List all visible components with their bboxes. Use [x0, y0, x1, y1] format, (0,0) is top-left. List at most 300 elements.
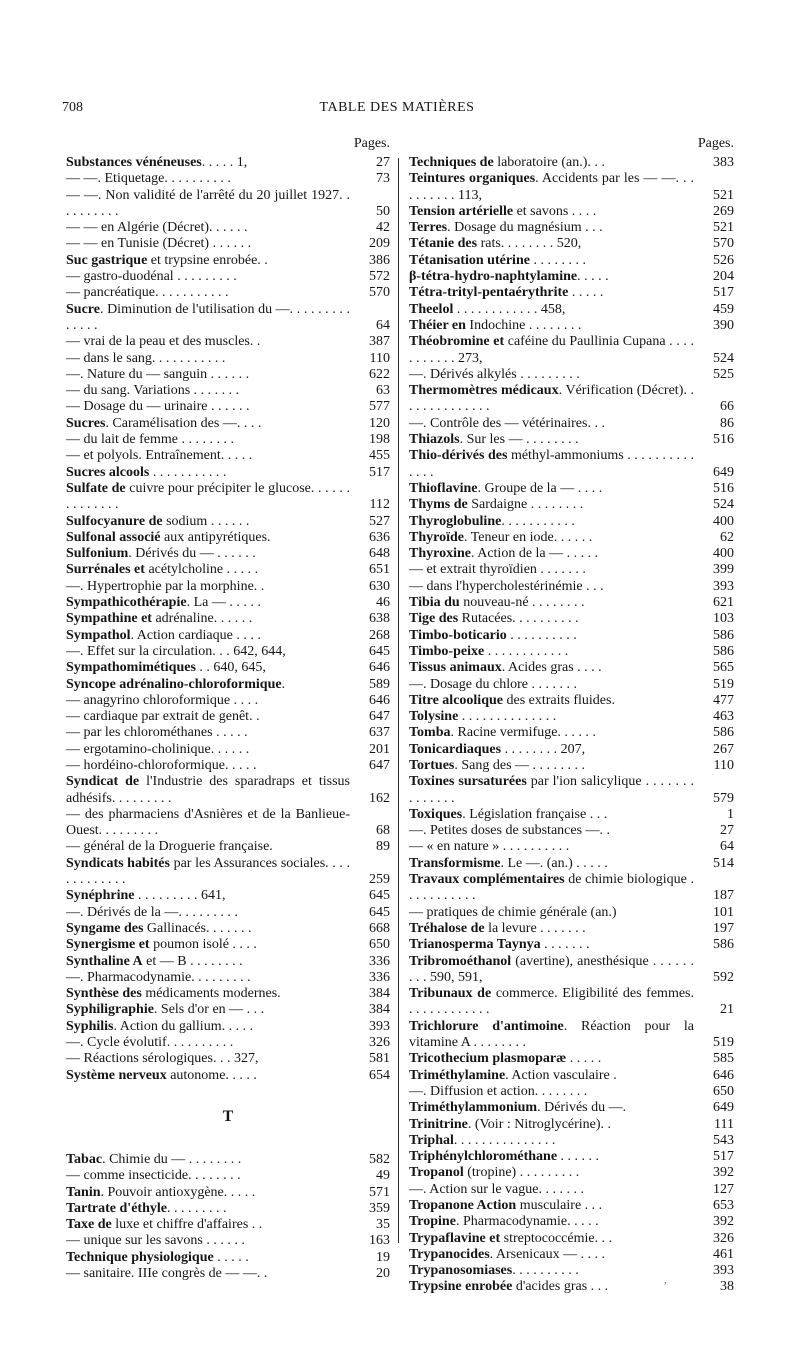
index-entry: [409, 1133, 734, 1149]
entry-text: Tribunaux de commerce. Eligibilité des femmes. . . . . . . . . . . . .: [409, 986, 694, 1018]
entry-page: 268: [369, 627, 390, 643]
entry-text: Tonicardiaques . . . . . . . . 207,: [409, 741, 586, 757]
index-entry: [409, 1084, 734, 1100]
index-entry: [409, 530, 734, 546]
entry-text: Trypanocides. Arsenicaux — . . . .: [409, 1246, 606, 1262]
entry-page: 35: [376, 1217, 390, 1233]
entry-text: Thio-dérivés des méthyl-ammoniums . . . . . . . . . . . . . .: [409, 448, 695, 480]
entry-page: 163: [369, 1233, 390, 1249]
entry-page: 27: [720, 823, 734, 839]
index-entry: [409, 546, 734, 562]
entry-text: Tricothecium plasmoparæ . . . . .: [409, 1051, 602, 1067]
entry-page: 647: [369, 709, 390, 725]
entry-text: Theelol . . . . . . . . . . . . 458,: [409, 301, 566, 317]
entry-page: 209: [369, 236, 390, 252]
entry-page: 112: [369, 497, 390, 513]
index-entry: [66, 986, 390, 1002]
entry-page: 517: [713, 285, 734, 301]
entry-page: 20: [376, 1266, 390, 1281]
index-entry: [66, 628, 390, 644]
index-entry: [66, 774, 390, 807]
entry-page: 650: [369, 937, 390, 953]
entry-page: 68: [376, 823, 390, 839]
index-entry: [409, 823, 734, 839]
entry-page: 267: [713, 741, 734, 757]
entry-page: 654: [369, 1067, 390, 1083]
entry-page: 525: [713, 366, 734, 382]
entry-page: 521: [713, 220, 734, 236]
index-entry: [409, 367, 734, 383]
entry-page: 384: [369, 986, 390, 1002]
index-entry: [409, 383, 734, 416]
entry-text: β-tétra-hydro-naphtylamine. . . . .: [409, 269, 609, 285]
entry-page: 49: [376, 1168, 390, 1184]
entry-text: Titre alcoolique des extraits fluides.: [409, 692, 615, 708]
entry-page: 111: [714, 1116, 734, 1132]
entry-text: Sympathine et adrénaline. . . . . .: [66, 611, 253, 627]
index-entry: [66, 155, 390, 171]
entry-page: 524: [713, 497, 734, 513]
index-entry: [66, 693, 390, 709]
entry-text: — général de la Droguerie française.: [66, 839, 273, 855]
entry-text: Teintures organiques. Accidents par les — —. . . . . . . . . . 113,: [409, 171, 694, 203]
entry-text: — pancréatique. . . . . . . . . . .: [66, 285, 229, 301]
entry-text: Tropine. Pharmacodynamie. . . . .: [409, 1214, 599, 1230]
index-entry: [66, 1035, 390, 1051]
entry-text: —. Dérivés alkylés . . . . . . . . .: [409, 366, 580, 382]
index-entry: [409, 416, 734, 432]
index-entry: [66, 1217, 390, 1233]
entry-page: 516: [713, 480, 734, 496]
entry-page: 110: [713, 757, 734, 773]
index-entry: [409, 171, 734, 204]
entry-page: 517: [369, 464, 390, 480]
entry-page: 517: [713, 1149, 734, 1165]
entry-page: 622: [369, 366, 390, 382]
entry-page: 42: [376, 220, 390, 236]
index-entry: [66, 1068, 390, 1084]
index-entry: [409, 155, 734, 171]
entry-text: — — en Tunisie (Décret) . . . . . .: [66, 236, 252, 252]
entry-page: 570: [713, 236, 734, 252]
entry-text: Syphiligraphie. Sels d'or en — . . .: [66, 1002, 265, 1018]
entry-text: — hordéino-chloroformique. . . . .: [66, 757, 257, 773]
index-entry: [66, 839, 390, 855]
entry-text: Synergisme et poumon isolé . . . .: [66, 937, 257, 953]
entry-text: Sulfocyanure de sodium . . . . . .: [66, 513, 250, 529]
entry-text: — —. Etiquetage. . . . . . . . . .: [66, 171, 231, 187]
index-entry: [409, 334, 734, 367]
index-entry: [409, 562, 734, 578]
index-entry: [409, 285, 734, 301]
index-entry: [66, 742, 390, 758]
index-entry: [66, 954, 390, 970]
entry-page: 651: [369, 562, 390, 578]
entry-page: 516: [713, 432, 734, 448]
index-entry: [66, 1185, 390, 1201]
entry-text: Transformisme. Le —. (an.) . . . . .: [409, 855, 608, 871]
index-entry: [409, 954, 734, 987]
entry-page: 63: [376, 383, 390, 399]
entry-page: 645: [369, 888, 390, 904]
entry-page: 162: [369, 790, 390, 806]
entry-page: 455: [369, 448, 390, 464]
entry-text: Thiazols. Sur les — . . . . . . . .: [409, 432, 579, 448]
entry-text: Syngame des Gallinacés. . . . . . .: [66, 920, 252, 936]
entry-page: 621: [713, 595, 734, 611]
entry-text: Thyroglobuline. . . . . . . . . . .: [409, 513, 575, 529]
entry-page: 521: [713, 187, 734, 203]
index-entry: [66, 351, 390, 367]
entry-text: Tropanol (tropine) . . . . . . . . .: [409, 1165, 580, 1181]
entry-text: Sucres. Caramélisation des —. . . .: [66, 415, 262, 431]
entry-text: Triméthylamine. Action vasculaire .: [409, 1067, 617, 1083]
entry-text: —. Cycle évolutif. . . . . . . . . .: [66, 1035, 234, 1051]
index-entry: [409, 1068, 734, 1084]
entry-page: 38: [720, 1279, 734, 1295]
entry-page: 585: [713, 1051, 734, 1067]
index-entry: [66, 448, 390, 464]
entry-page: 390: [713, 317, 734, 333]
entry-text: — par les chlorométhanes . . . . .: [66, 725, 248, 741]
entry-text: Tribromoéthanol (avertine), anesthésique . . . . . . . . . 590, 591,: [409, 953, 694, 985]
entry-text: —. Diffusion et action. . . . . . . .: [409, 1083, 588, 1099]
entry-text: — Dosage du — urinaire . . . . . .: [66, 399, 250, 415]
entry-page: 336: [369, 953, 390, 969]
index-entry: [66, 937, 390, 953]
left-column: [66, 133, 390, 1282]
entry-text: Synthaline A et — B . . . . . . . .: [66, 953, 243, 969]
index-entry: [66, 220, 390, 236]
entry-text: — gastro-duodénal . . . . . . . . .: [66, 269, 237, 285]
entry-page: 127: [713, 1181, 734, 1197]
entry-page: 386: [369, 252, 390, 268]
entry-page: 638: [369, 611, 390, 627]
entry-text: — du sang. Variations . . . . . . .: [66, 383, 240, 399]
entry-text: Théier en Indochine . . . . . . . .: [409, 317, 582, 333]
index-entry: [66, 432, 390, 448]
entry-text: Syndicat de l'Industrie des sparadraps et tissus adhésifs. . . . . . . . .: [66, 774, 351, 806]
entry-text: Toxines sursaturées par l'ion salicylique . . . . . . . . . . . . . .: [409, 774, 694, 806]
entry-page: 571: [369, 1184, 390, 1200]
entry-page: 459: [713, 301, 734, 317]
entry-page: 636: [369, 529, 390, 545]
entry-text: Tréhalose de la levure . . . . . . .: [409, 920, 586, 936]
entry-text: —. Effet sur la circulation. . . 642, 644,: [66, 643, 286, 659]
entry-text: — Réactions sérologiques. . . 327,: [66, 1051, 259, 1067]
entry-text: Trinitrine. (Voir : Nitroglycérine). .: [409, 1116, 612, 1132]
entry-text: Thyroxine. Action de la — . . . . .: [409, 546, 599, 562]
index-entry: [409, 1117, 734, 1133]
index-entry: [66, 807, 390, 840]
entry-text: Théobromine et caféine du Paullinia Cupana . . . . . . . . . . . 273,: [409, 334, 695, 366]
entry-text: — comme insecticide. . . . . . . .: [66, 1168, 241, 1184]
entry-page: 646: [713, 1067, 734, 1083]
index-entry: [66, 758, 390, 774]
column-divider: [398, 158, 399, 1243]
entry-text: — du lait de femme . . . . . . . .: [66, 432, 234, 448]
index-entry: [66, 465, 390, 481]
entry-text: Trypaflavine et streptococcémie. . .: [409, 1230, 613, 1246]
entry-text: Synéphrine . . . . . . . . . 641,: [66, 888, 226, 904]
entry-page: 526: [713, 252, 734, 268]
entry-page: 326: [369, 1035, 390, 1051]
index-entry: [409, 579, 734, 595]
entry-page: 110: [369, 350, 390, 366]
index-entry: [409, 1019, 734, 1052]
index-entry: [409, 220, 734, 236]
index-entry: [66, 1201, 390, 1217]
index-entry: [66, 1266, 390, 1282]
entry-page: 477: [713, 692, 734, 708]
index-entry: [409, 774, 734, 807]
index-entry: [409, 1214, 734, 1230]
entry-text: Taxe de luxe et chiffre d'affaires . .: [66, 1217, 263, 1233]
index-entry: [66, 1233, 390, 1249]
index-entry: [66, 367, 390, 383]
index-entry: [66, 383, 390, 399]
right-column: [409, 133, 734, 1296]
entry-page: 384: [369, 1002, 390, 1018]
entry-text: Timbo-boticario . . . . . . . . . .: [409, 627, 577, 643]
entry-text: Système nerveux autonome. . . . .: [66, 1067, 257, 1083]
entry-page: 527: [369, 513, 390, 529]
entry-text: — cardiaque par extrait de genêt. .: [66, 709, 260, 725]
index-entry: [409, 693, 734, 709]
entry-text: Substances vénéneuses. . . . . 1,: [66, 155, 248, 170]
entry-page: 73: [376, 171, 390, 187]
entry-text: — et extrait thyroïdien . . . . . . .: [409, 562, 586, 578]
entry-page: 543: [713, 1132, 734, 1148]
index-entry: [66, 171, 390, 187]
entry-page: 586: [713, 627, 734, 643]
entry-page: 359: [369, 1200, 390, 1216]
entry-page: 646: [369, 660, 390, 676]
entry-text: Suc gastrique et trypsine enrobée. .: [66, 252, 268, 268]
index-entry: [409, 839, 734, 855]
entry-text: — dans le sang. . . . . . . . . . .: [66, 350, 226, 366]
entry-page: 570: [369, 285, 390, 301]
entry-text: Triméthylammonium. Dérivés du —.: [409, 1100, 627, 1116]
entry-page: 197: [713, 920, 734, 936]
index-entry: [409, 660, 734, 676]
index-entry: [409, 448, 734, 481]
pages-label: Pages.: [697, 136, 734, 151]
entry-page: 64: [720, 839, 734, 855]
entry-page: 336: [369, 969, 390, 985]
index-entry: [409, 481, 734, 497]
index-entry: [66, 302, 390, 335]
entry-page: 592: [713, 969, 734, 985]
entry-text: Sulfonal associé aux antipyrétiques.: [66, 529, 271, 545]
index-list-t-right: [409, 155, 734, 1296]
entry-page: 21: [720, 1002, 734, 1018]
entry-page: 393: [713, 578, 734, 594]
entry-page: 524: [713, 350, 734, 366]
index-entry: [409, 1279, 734, 1295]
entry-page: 463: [713, 709, 734, 725]
entry-text: Sulfonium. Dérivés du — . . . . . .: [66, 546, 256, 562]
entry-page: 461: [713, 1246, 734, 1262]
entry-text: Sucres alcools . . . . . . . . . . .: [66, 464, 227, 480]
entry-text: — « en nature » . . . . . . . . . .: [409, 839, 570, 855]
entry-page: 653: [713, 1198, 734, 1213]
entry-page: 668: [369, 920, 390, 936]
entry-text: Syndicats habités par les Assurances sociales. . . . . . . . . . . . .: [66, 855, 351, 888]
index-entry: [409, 595, 734, 611]
index-entry: [409, 497, 734, 513]
entry-text: Technique physiologique . . . . .: [66, 1249, 249, 1265]
index-entry: [409, 302, 734, 318]
index-entry: [409, 1051, 734, 1067]
index-entry: [66, 253, 390, 269]
index-entry: [66, 269, 390, 285]
entry-page: 103: [713, 611, 734, 627]
pages-label: Pages.: [353, 136, 390, 151]
index-entry: [66, 644, 390, 660]
entry-text: Thioflavine. Groupe de la — . . . .: [409, 480, 603, 496]
entry-text: — — en Algérie (Décret). . . . . .: [66, 220, 248, 236]
index-list-s: [66, 155, 390, 1084]
entry-text: Tortues. Sang des — . . . . . . . .: [409, 757, 586, 773]
entry-text: Travaux complémentaires de chimie biologique . . . . . . . . . . .: [409, 872, 694, 904]
index-entry: [409, 1231, 734, 1247]
entry-text: Sympathicothérapie. La — . . . . .: [66, 595, 261, 611]
index-entry: [66, 285, 390, 301]
index-entry: [409, 1149, 734, 1165]
entry-text: Triphénylchlorométhane . . . . . .: [409, 1149, 600, 1165]
entry-text: Thyms de Sardaigne . . . . . . . .: [409, 497, 584, 513]
entry-page: 50: [376, 203, 390, 219]
index-entry: [66, 677, 390, 693]
page-number: 708: [62, 100, 83, 115]
index-entry: [66, 1152, 390, 1168]
entry-text: Synthèse des médicaments modernes.: [66, 986, 281, 1002]
index-entry: [409, 1263, 734, 1279]
index-entry: [66, 1019, 390, 1035]
entry-page: 648: [369, 546, 390, 562]
entry-text: —. Dosage du chlore . . . . . . .: [409, 676, 577, 692]
entry-text: Tibia du nouveau-né . . . . . . . .: [409, 595, 585, 611]
page-header: [62, 100, 732, 122]
index-entry: [66, 888, 390, 904]
entry-text: —. Petites doses de substances —. .: [409, 823, 611, 839]
index-entry: [409, 1182, 734, 1198]
index-entry: [409, 204, 734, 220]
entry-page: 120: [369, 415, 390, 431]
index-entry: [409, 872, 734, 905]
entry-page: 646: [369, 692, 390, 708]
entry-text: Sympathol. Action cardiaque . . . .: [66, 627, 261, 643]
index-entry: [409, 937, 734, 953]
index-entry: [66, 660, 390, 676]
index-entry: [66, 546, 390, 562]
entry-text: — et polyols. Entraînement. . . . .: [66, 448, 253, 464]
index-list-t-left: [66, 1152, 390, 1282]
entry-page: 647: [369, 757, 390, 773]
index-entry: [66, 921, 390, 937]
entry-text: —. Dérivés de la —. . . . . . . . .: [66, 904, 238, 920]
entry-text: —. Action sur le vague. . . . . . .: [409, 1181, 584, 1197]
entry-page: 577: [369, 399, 390, 415]
index-entry: [409, 1100, 734, 1116]
entry-text: Trypsine enrobée d'acides gras . . .: [409, 1279, 609, 1295]
index-entry: [409, 269, 734, 285]
entry-text: — pratiques de chimie générale (an.): [409, 904, 617, 920]
index-entry: [409, 742, 734, 758]
index-entry: [409, 1198, 734, 1214]
entry-page: 62: [720, 529, 734, 545]
running-title: TABLE DES MATIÈRES: [319, 100, 475, 115]
entry-text: — ergotamino-cholinique. . . . . .: [66, 741, 250, 757]
entry-page: 66: [720, 399, 734, 415]
entry-text: Techniques de laboratoire (an.). . .: [409, 155, 605, 170]
entry-text: Sucre. Diminution de l'utilisation du —. . . . . . . . . . . . . .: [66, 301, 350, 333]
entry-text: —. Pharmacodynamie. . . . . . . . .: [66, 969, 251, 985]
entry-page: 572: [369, 269, 390, 285]
entry-text: — unique sur les savons . . . . . .: [66, 1233, 245, 1249]
index-entry: [66, 1250, 390, 1266]
entry-text: Sulfate de cuivre pour précipiter le glucose. . . . . . . . . . . . . .: [66, 480, 350, 513]
entry-text: —. Hypertrophie par la morphine. .: [66, 578, 265, 594]
index-entry: [409, 709, 734, 725]
index-entry: [66, 416, 390, 432]
entry-page: 649: [713, 464, 734, 480]
index-entry: [409, 628, 734, 644]
index-entry: [66, 856, 390, 889]
index-entry: [409, 758, 734, 774]
entry-page: 565: [713, 660, 734, 676]
entry-page: 400: [713, 513, 734, 529]
entry-page: 198: [369, 432, 390, 448]
index-entry: [66, 725, 390, 741]
entry-text: Thyroïde. Teneur en iode. . . . . .: [409, 529, 593, 545]
index-entry: [409, 677, 734, 693]
entry-page: 89: [376, 839, 390, 855]
entry-page: 259: [369, 872, 390, 888]
entry-page: 649: [713, 1100, 734, 1116]
entry-page: 400: [713, 546, 734, 562]
entry-page: 387: [369, 334, 390, 350]
index-entry: [66, 579, 390, 595]
entry-text: —. Nature du — sanguin . . . . . .: [66, 366, 250, 382]
entry-page: 519: [713, 1035, 734, 1051]
entry-page: 19: [376, 1249, 390, 1265]
entry-text: Trichlorure d'antimoine. Réaction pour la vitamine A . . . . . . . .: [409, 1018, 694, 1051]
entry-text: — des pharmaciens d'Asnières et de la Banlieue-Ouest. . . . . . . . .: [66, 806, 350, 839]
entry-page: 46: [376, 595, 390, 611]
entry-text: — vrai de la peau et des muscles. .: [66, 334, 261, 350]
index-entry: [409, 807, 734, 823]
entry-text: Tartrate d'éthyle. . . . . . . . .: [66, 1200, 227, 1216]
entry-page: 101: [713, 904, 734, 920]
index-entry: [409, 611, 734, 627]
entry-text: Terres. Dosage du magnésium . . .: [409, 220, 603, 236]
entry-page: 645: [369, 904, 390, 920]
index-entry: [409, 644, 734, 660]
entry-text: — dans l'hypercholestérinémie . . .: [409, 578, 604, 594]
entry-text: — —. Non validité de l'arrêté du 20 juillet 1927. . . . . . . . . .: [66, 187, 350, 219]
index-entry: [66, 562, 390, 578]
entry-page: 187: [713, 888, 734, 904]
index-entry: [66, 188, 390, 221]
index-entry: [409, 725, 734, 741]
entry-text: Tension artérielle et savons . . . .: [409, 203, 597, 219]
entry-text: Syphilis. Action du gallium. . . . .: [66, 1018, 254, 1034]
index-entry: [66, 481, 390, 514]
index-entry: [66, 399, 390, 415]
entry-text: Triphal. . . . . . . . . . . . . . .: [409, 1132, 556, 1148]
